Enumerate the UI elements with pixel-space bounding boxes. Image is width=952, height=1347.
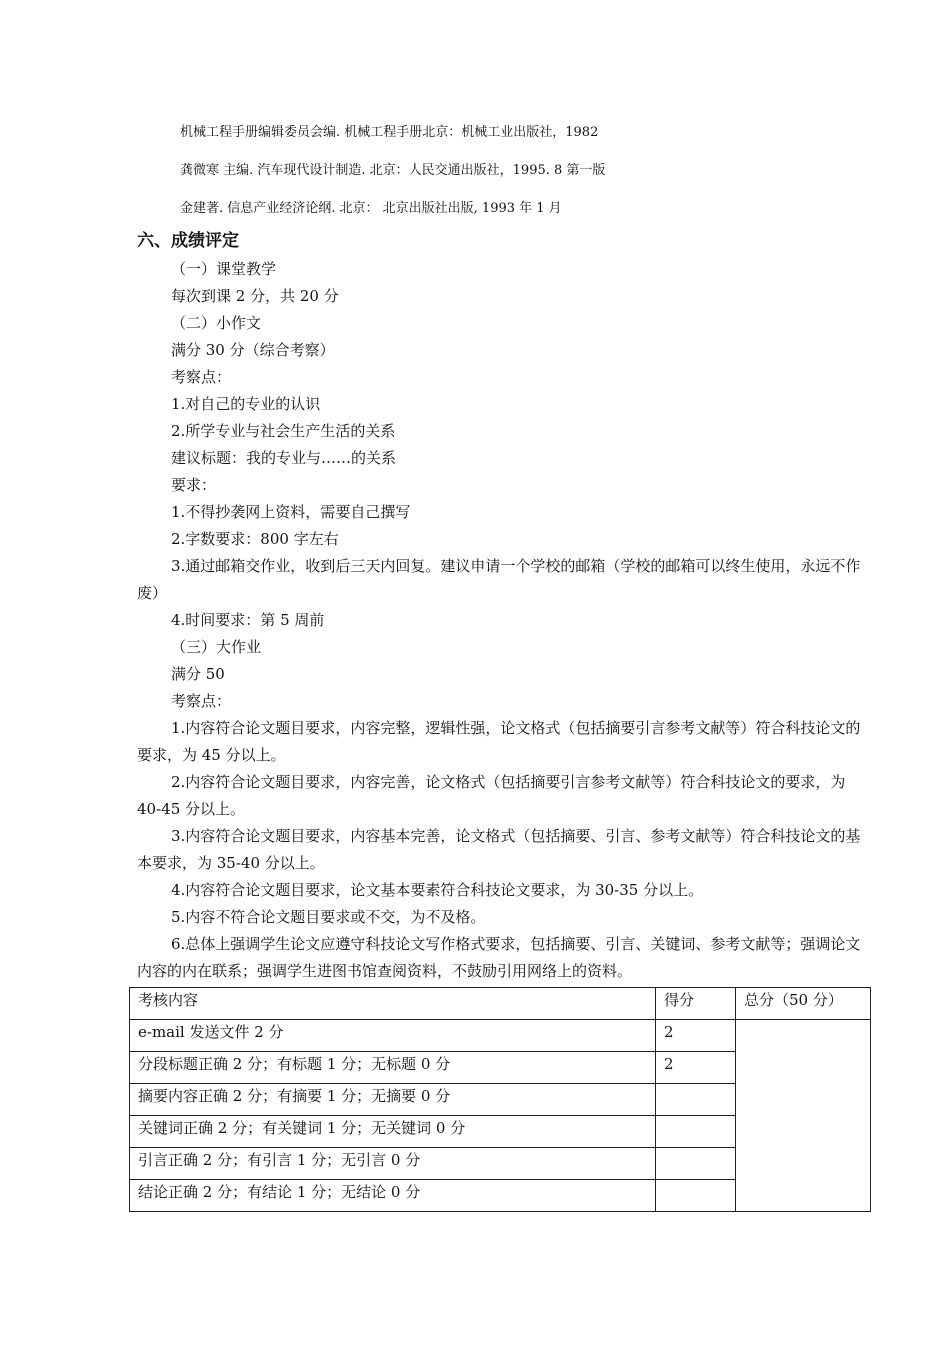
subsection-heading-essay: （二）小作文 [171, 314, 262, 332]
list-item: 1.不得抄袭网上资料，需要自己撰写 [171, 503, 411, 521]
list-item: 2.字数要求：800 字左右 [171, 530, 339, 548]
row-score [656, 1116, 736, 1148]
row-score: 2 [656, 1052, 736, 1084]
grading-table [129, 987, 871, 1212]
total-score-cell [736, 1020, 871, 1212]
reference-1: 机械工程手册编辑委员会编. 机械工程手册北京：机械工业出版社，1982 [180, 125, 599, 140]
row-item: 摘要内容正确 2 分；有摘要 1 分；无摘要 0 分 [130, 1084, 656, 1116]
table-row [130, 1020, 871, 1052]
row-score [656, 1180, 736, 1212]
header-total: 总分（50 分） [736, 988, 871, 1020]
list-item: 2.所学专业与社会生产生活的关系 [171, 422, 396, 440]
grading-content [137, 256, 867, 985]
list-item: 3.内容符合论文题目要求，内容基本完善，论文格式（包括摘要、引言、参考文献等）符合科技论文的基本要求，为 35-40 分以上。 [137, 827, 861, 872]
row-score [656, 1084, 736, 1116]
row-score: 2 [656, 1020, 736, 1052]
row-score [656, 1148, 736, 1180]
row-item: 引言正确 2 分；有引言 1 分；无引言 0 分 [130, 1148, 656, 1180]
reference-2: 龚微寒 主编. 汽车现代设计制造. 北京：人民交通出版社，1995. 8 第一版 [180, 163, 606, 178]
row-item: 分段标题正确 2 分；有标题 1 分；无标题 0 分 [130, 1052, 656, 1084]
section-title: 六、成绩评定 [137, 231, 239, 251]
paragraph: 考察点： [171, 692, 232, 710]
header-item: 考核内容 [130, 988, 656, 1020]
paragraph: 满分 30 分（综合考察） [171, 341, 335, 359]
list-item: 3.通过邮箱交作业，收到后三天内回复。建议申请一个学校的邮箱（学校的邮箱可以终生使用，永远不作废） [137, 557, 861, 602]
list-item: 5.内容不符合论文题目要求或不交，为不及格。 [171, 908, 486, 926]
row-item: 关键词正确 2 分；有关键词 1 分；无关键词 0 分 [130, 1116, 656, 1148]
table-header-row [130, 988, 871, 1020]
paragraph: 满分 50 [171, 665, 225, 683]
row-item: e-mail 发送文件 2 分 [130, 1020, 656, 1052]
list-item: 4.时间要求：第 5 周前 [171, 611, 325, 629]
row-item: 结论正确 2 分；有结论 1 分；无结论 0 分 [130, 1180, 656, 1212]
subsection-heading-classroom: （一）课堂教学 [171, 260, 277, 278]
paragraph: 要求： [171, 476, 217, 494]
subsection-heading-project: （三）大作业 [171, 638, 262, 656]
paragraph: 考察点： [171, 368, 232, 386]
list-item: 6.总体上强调学生论文应遵守科技论文写作格式要求，包括摘要、引言、关键词、参考文献等；强调论文内容的内在联系；强调学生进图书馆查阅资料，不鼓励引用网络上的资料。 [137, 935, 861, 980]
reference-3: 金建著. 信息产业经济论纲. 北京： 北京出版社出版, 1993 年 1 月 [180, 201, 562, 216]
list-item: 2.内容符合论文题目要求，内容完善，论文格式（包括摘要引言参考文献等）符合科技论文的要求，为 40-45 分以上。 [137, 773, 846, 818]
list-item: 4.内容符合论文题目要求，论文基本要素符合科技论文要求，为 30-35 分以上。 [171, 881, 704, 899]
paragraph: 每次到课 2 分，共 20 分 [171, 287, 339, 305]
list-item: 1.对自己的专业的认识 [171, 395, 321, 413]
paragraph: 建议标题：我的专业与……的关系 [171, 449, 397, 467]
list-item: 1.内容符合论文题目要求，内容完整，逻辑性强，论文格式（包括摘要引言参考文献等）符合科技论文的要求，为 45 分以上。 [137, 719, 861, 764]
header-score: 得分 [656, 988, 736, 1020]
